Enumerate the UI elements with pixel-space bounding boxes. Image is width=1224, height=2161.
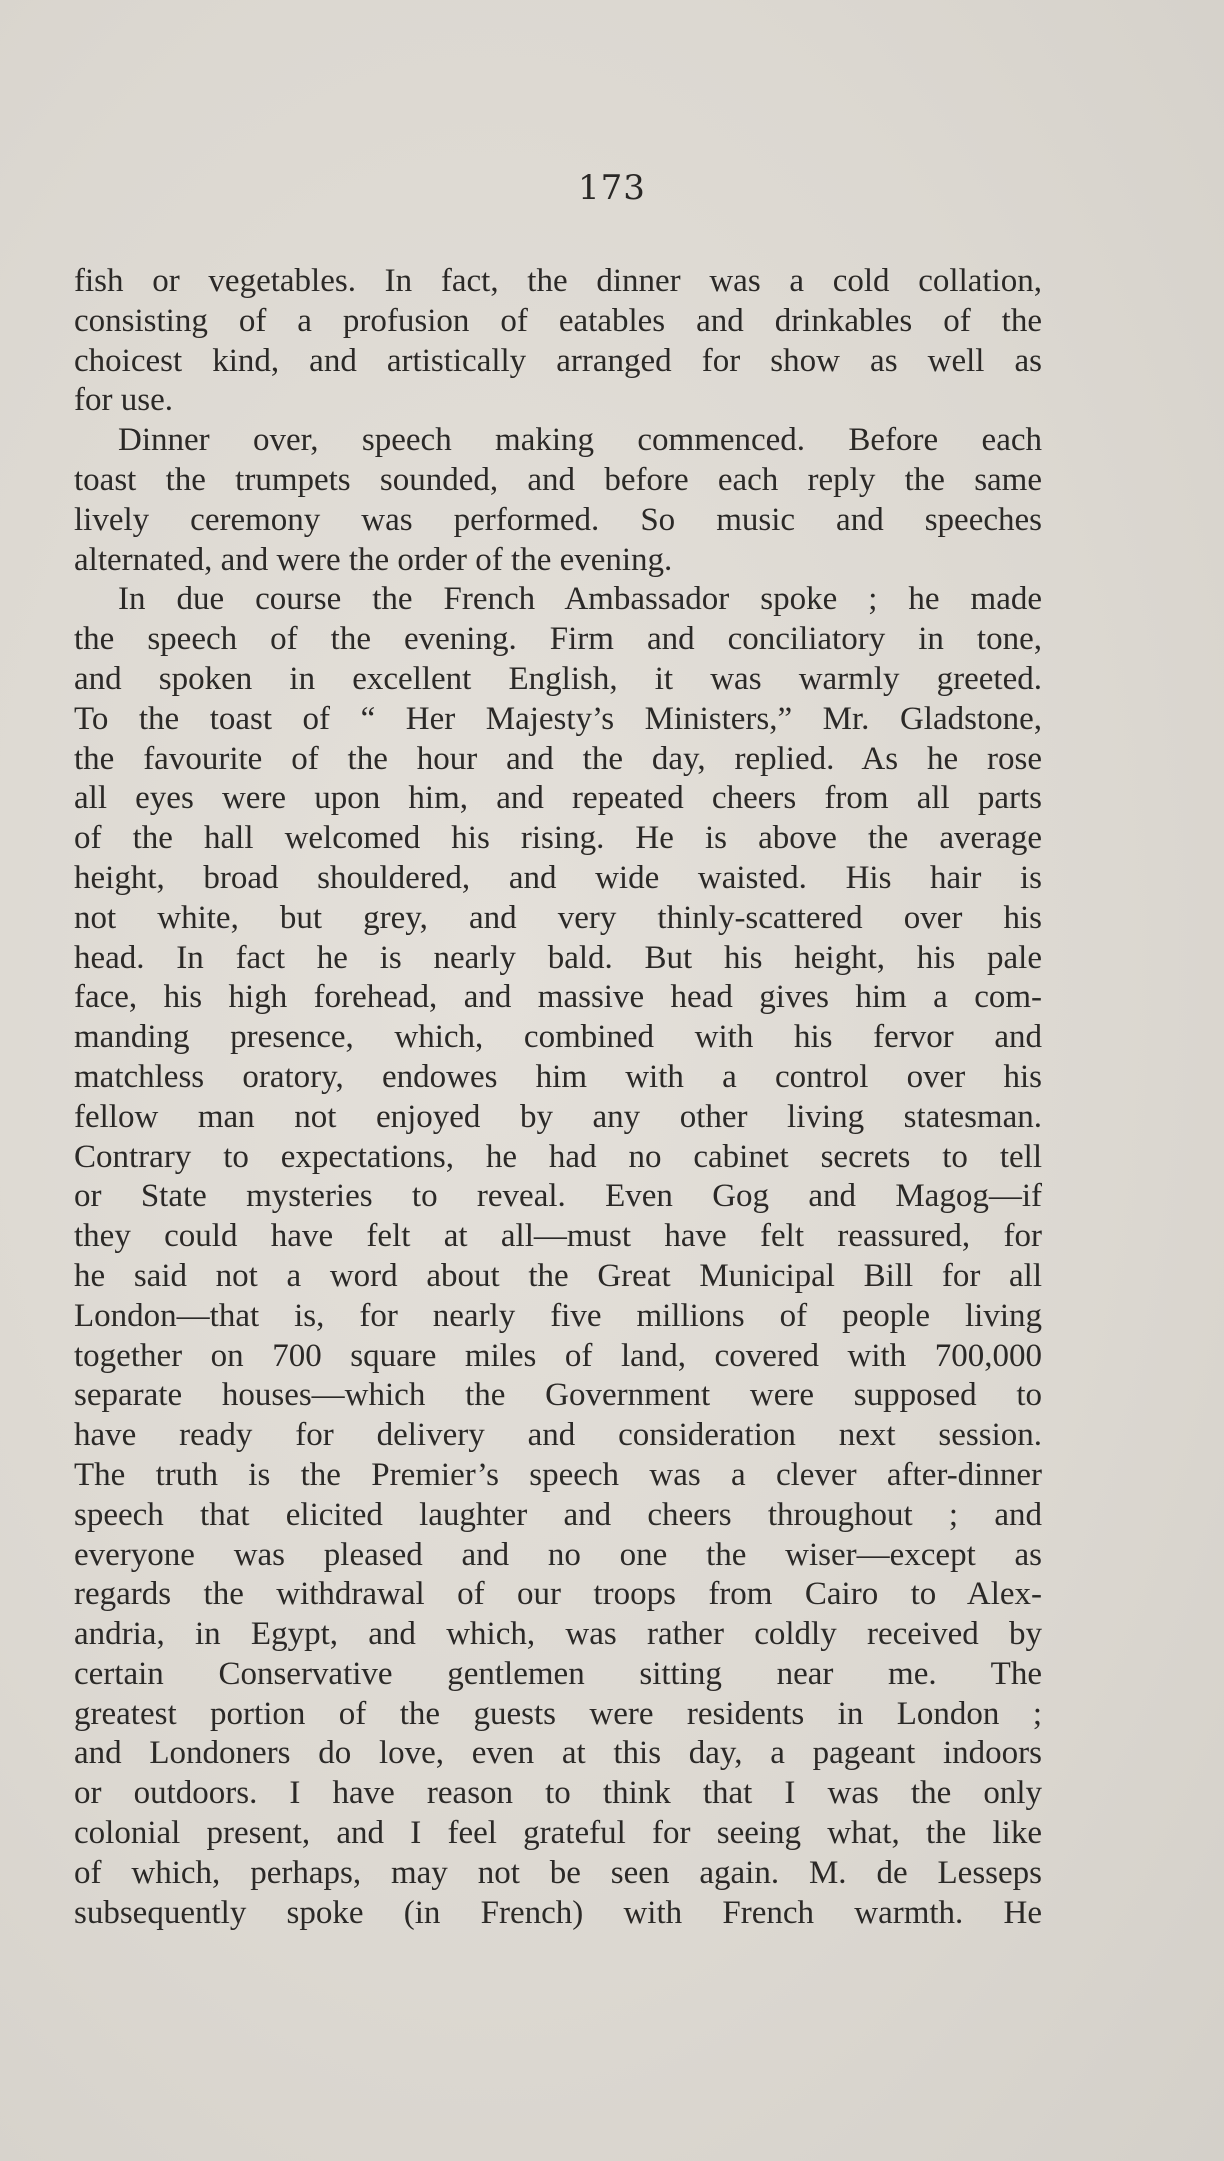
text-line: the speech of the evening. Firm and conciliatory in tone,: [74, 621, 1042, 658]
text-line: consisting of a profusion of eatables and drinkables of the: [74, 302, 1042, 339]
text-line: alternated, and were the order of the evening.: [74, 541, 673, 578]
text-line: or outdoors. I have reason to think that I was the only: [74, 1775, 1042, 1812]
text-line: they could have felt at all—must have felt reassured, for: [74, 1218, 1042, 1255]
text-line: together on 700 square miles of land, covered with 700,000: [74, 1337, 1042, 1374]
text-line: the favourite of the hour and the day, replied. As he rose: [74, 740, 1042, 777]
text-line: andria, in Egypt, and which, was rather coldly received by: [74, 1616, 1042, 1653]
text-line: head. In fact he is nearly bald. But his height, his pale: [74, 939, 1042, 976]
text-line: subsequently spoke (in French) with French warmth. He: [74, 1894, 1042, 1931]
text-line: toast the trumpets sounded, and before each reply the same: [74, 461, 1042, 498]
text-line: have ready for delivery and consideration next session.: [74, 1417, 1042, 1454]
text-line: regards the withdrawal of our troops from Cairo to Alex-: [74, 1576, 1042, 1613]
text-line: face, his high forehead, and massive head gives him a com-: [74, 979, 1042, 1016]
text-line: London—that is, for nearly five millions of people living: [74, 1297, 1042, 1334]
text-line: for use.: [74, 382, 173, 419]
text-line: or State mysteries to reveal. Even Gog and Magog—if: [74, 1178, 1042, 1215]
text-line: separate houses—which the Government were supposed to: [74, 1377, 1042, 1414]
text-line: not white, but grey, and very thinly-scattered over his: [74, 899, 1042, 936]
page-number: 173: [578, 168, 646, 208]
text-line: The truth is the Premier’s speech was a clever after-dinner: [74, 1456, 1042, 1493]
text-line: Dinner over, speech making commenced. Before each: [118, 422, 1042, 459]
text-line: he said not a word about the Great Municipal Bill for all: [74, 1257, 1042, 1294]
text-line: fellow man not enjoyed by any other living statesman.: [74, 1098, 1042, 1135]
text-line: of which, perhaps, may not be seen again. M. de Lesseps: [74, 1854, 1042, 1891]
text-line: certain Conservative gentlemen sitting near me. The: [74, 1655, 1042, 1692]
text-line: Contrary to expectations, he had no cabinet secrets to tell: [74, 1138, 1042, 1175]
paragraph-2: [74, 421, 1042, 580]
text-line: and spoken in excellent English, it was warmly greeted.: [74, 660, 1042, 697]
paragraph-1: [74, 262, 1042, 421]
text-line: speech that elicited laughter and cheers throughout ; and: [74, 1496, 1042, 1533]
body-text: [74, 262, 1042, 1933]
text-line: of the hall welcomed his rising. He is above the average: [74, 820, 1042, 857]
text-line: all eyes were upon him, and repeated cheers from all parts: [74, 780, 1042, 817]
text-line: height, broad shouldered, and wide waisted. His hair is: [74, 859, 1042, 896]
text-line: everyone was pleased and no one the wiser—except as: [74, 1536, 1042, 1573]
text-line: matchless oratory, endowes him with a control over his: [74, 1058, 1042, 1095]
paragraph-3: [74, 580, 1042, 1933]
text-line: lively ceremony was performed. So music and speeches: [74, 501, 1042, 538]
text-line: greatest portion of the guests were residents in London ;: [74, 1695, 1042, 1732]
text-line: fish or vegetables. In fact, the dinner was a cold collation,: [74, 263, 1042, 299]
text-line: colonial present, and I feel grateful for seeing what, the like: [74, 1815, 1042, 1852]
text-line: In due course the French Ambassador spoke ; he made: [118, 581, 1042, 618]
text-line: To the toast of “ Her Majesty’s Ministers,” Mr. Gladstone,: [74, 700, 1042, 737]
text-line: and Londoners do love, even at this day, a pageant indoors: [74, 1735, 1042, 1772]
text-line: manding presence, which, combined with his fervor and: [74, 1019, 1042, 1056]
text-line: choicest kind, and artistically arranged for show as well as: [74, 342, 1042, 379]
